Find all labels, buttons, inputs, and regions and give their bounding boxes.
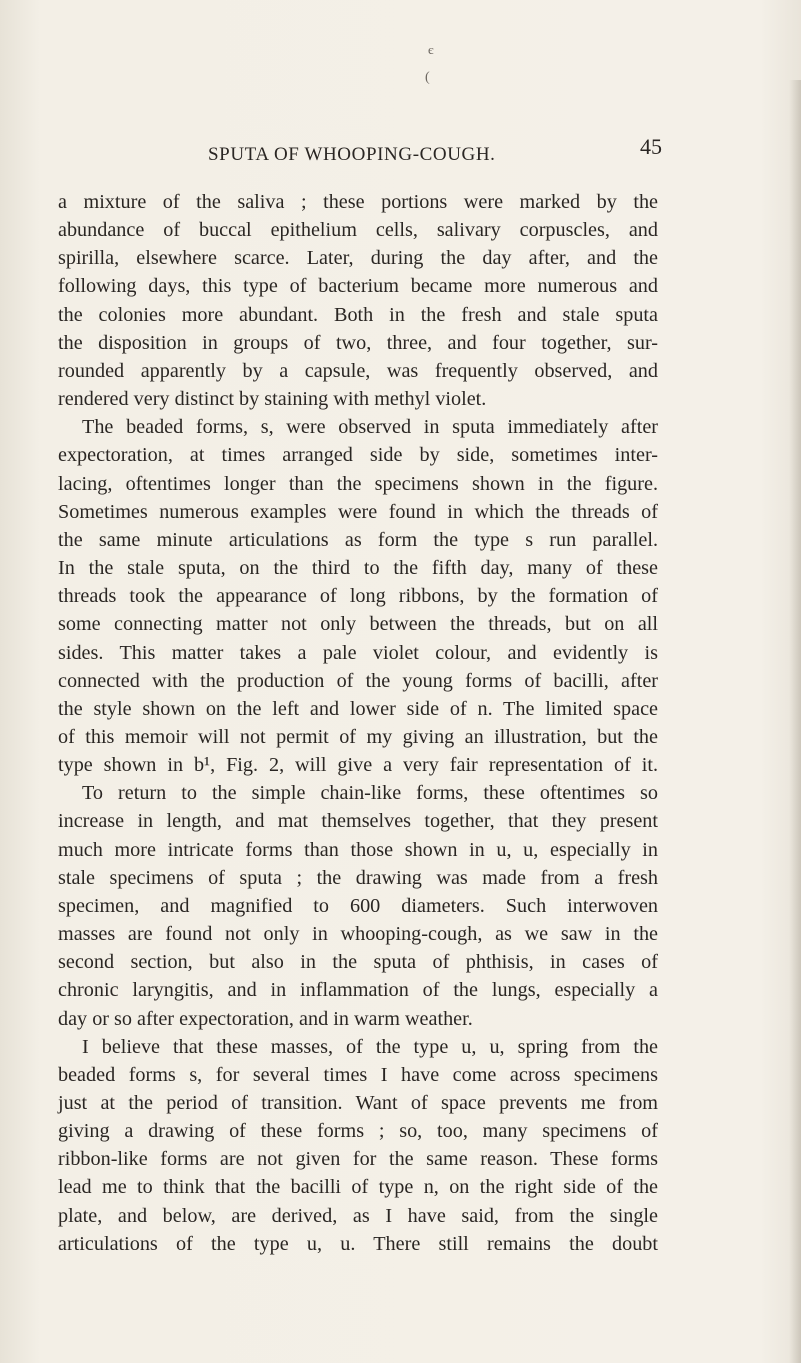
text-line: rounded apparently by a capsule, was frequently observed, and (58, 359, 658, 382)
text-line: articulations of the type u, u. There still remains the doubt (58, 1232, 658, 1255)
text-line: In the stale sputa, on the third to the fifth day, many of these (58, 557, 658, 580)
running-head: SPUTA OF WHOOPING-COUGH. (208, 144, 496, 165)
text-line: threads took the appearance of long ribbons, by the formation of (58, 585, 658, 608)
text-line: To return to the simple chain-like forms, these oftentimes so (82, 782, 658, 805)
text-line: day or so after expectoration, and in warm weather. (58, 1007, 473, 1030)
text-line: plate, and below, are derived, as I have said, from the single (58, 1204, 658, 1227)
text-line: The beaded forms, s, were observed in sputa immediately after (82, 416, 658, 439)
text-line: a mixture of the saliva ; these portions were marked by the (58, 191, 658, 213)
small-mark: ( (425, 70, 430, 85)
text-line: lacing, oftentimes longer than the specimens shown in the figure. (58, 472, 658, 495)
text-line: abundance of buccal epithelium cells, salivary corpuscles, and (58, 219, 658, 242)
text-line: some connecting matter not only between the threads, but on all (58, 613, 658, 636)
text-line: much more intricate forms than those shown in u, u, especially in (58, 838, 658, 861)
text-line: Sometimes numerous examples were found in which the threads of (58, 500, 658, 523)
text-line: second section, but also in the sputa of phthisis, in cases of (58, 951, 658, 974)
page-number: 45 (640, 134, 662, 159)
body-text (58, 188, 658, 1258)
text-line: I believe that these masses, of the type u, u, spring from the (82, 1035, 658, 1058)
text-line: giving a drawing of these forms ; so, too, many specimens of (58, 1120, 658, 1143)
text-line: stale specimens of sputa ; the drawing was made from a fresh (58, 866, 658, 889)
text-line: lead me to think that the bacilli of type n, on the right side of the (58, 1176, 658, 1199)
text-line: following days, this type of bacterium became more numerous and (58, 275, 658, 298)
text-line: increase in length, and mat themselves together, that they present (58, 810, 658, 833)
page-edge-shadow (789, 80, 801, 1363)
text-line: of this memoir will not permit of my giving an illustration, but the (58, 725, 658, 748)
text-line: connected with the production of the young forms of bacilli, after (58, 669, 658, 692)
text-line: rendered very distinct by staining with methyl violet. (58, 388, 487, 411)
text-line: masses are found not only in whooping-cough, as we saw in the (58, 923, 658, 946)
top-mark: є (428, 42, 434, 57)
text-line: sides. This matter takes a pale violet colour, and evidently is (58, 641, 658, 664)
text-line: expectoration, at times arranged side by side, sometimes inter- (58, 444, 658, 467)
text-line: chronic laryngitis, and in inflammation of the lungs, especially a (58, 979, 658, 1002)
text-line: specimen, and magnified to 600 diameters. Such interwoven (58, 894, 658, 917)
text-line: ribbon-like forms are not given for the same reason. These forms (58, 1148, 658, 1171)
text-line: type shown in b¹, Fig. 2, will give a very fair representation of it. (58, 754, 658, 777)
text-line: the same minute articulations as form the type s run parallel. (58, 528, 658, 551)
text-line: just at the period of transition. Want of space prevents me from (58, 1092, 658, 1114)
text-line: the disposition in groups of two, three, and four together, sur- (58, 331, 658, 354)
text-line: the colonies more abundant. Both in the fresh and stale sputa (58, 303, 658, 326)
text-line: beaded forms s, for several times I have come across specimens (58, 1063, 658, 1086)
text-line: the style shown on the left and lower side of n. The limited space (58, 697, 658, 720)
text-line: spirilla, elsewhere scarce. Later, during the day after, and the (58, 247, 658, 270)
